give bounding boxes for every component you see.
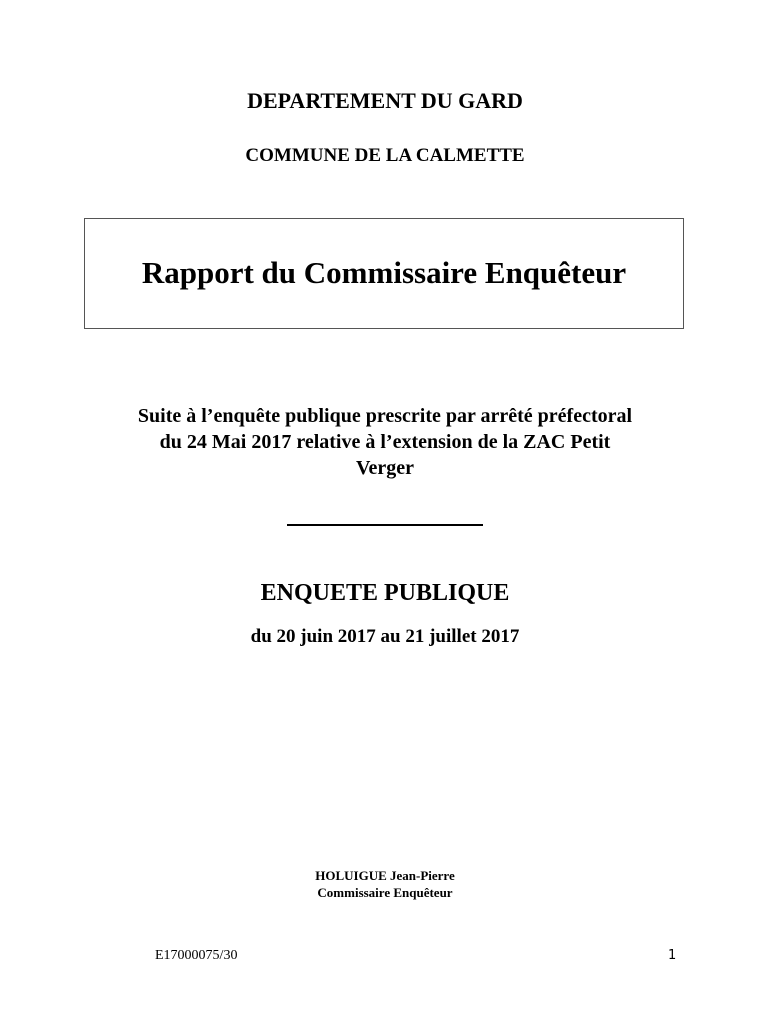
department-heading: DEPARTEMENT DU GARD [247, 88, 523, 113]
separator-line [287, 524, 483, 526]
report-title: Rapport du Commissaire Enquêteur [141, 255, 627, 290]
enquete-dates: du 20 juin 2017 au 21 juillet 2017 [250, 626, 520, 647]
subtitle-line: du 24 Mai 2017 relative à l’extension de la ZAC Petit [159, 431, 611, 453]
subtitle-line: Verger [355, 457, 415, 479]
enquete-heading: ENQUETE PUBLIQUE [260, 580, 510, 606]
subtitle-line: Suite à l’enquête publique prescrite par arrêté préfectoral [137, 405, 633, 427]
commune-heading: COMMUNE DE LA CALMETTE [245, 145, 525, 166]
footer-reference: E17000075/30 [155, 948, 238, 963]
author-role: Commissaire Enquêteur [317, 885, 453, 900]
author-name: HOLUIGUE Jean-Pierre [315, 868, 455, 883]
title-box [84, 218, 684, 329]
report-subtitle [90, 403, 680, 481]
page-number: 1 [668, 948, 677, 963]
